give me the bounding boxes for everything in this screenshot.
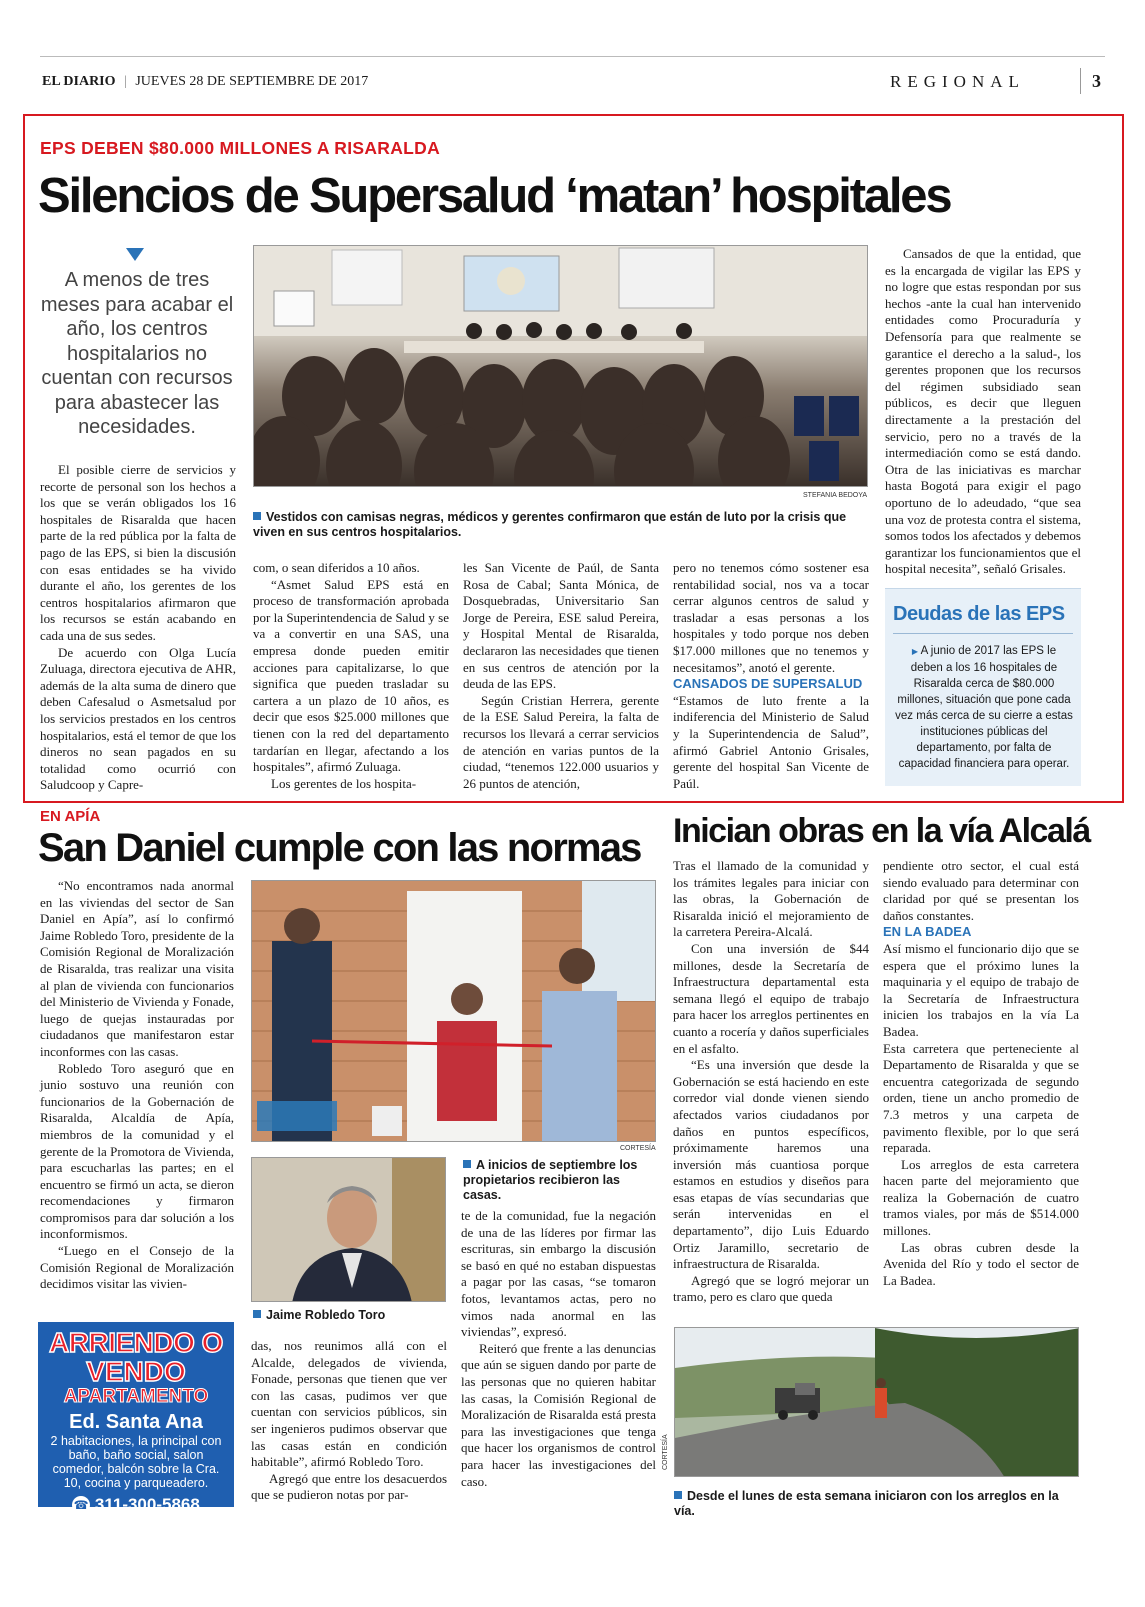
sidebar-body: A junio de 2017 las EPS le deben a los 16 hospitales de Risaralda cerca de $80.000 millones, situación que pone cada vez más cerca de su cierre a estas instituciones públicas del departamento, por falta de capacidad financiera para operar.: [895, 645, 1073, 770]
header-divider: [1080, 68, 1081, 94]
road-photo-drawing: [675, 1328, 1079, 1477]
paragraph: Con una inversión de $44 millones, desde la Secretaría de Infraestructura departamental esta semana llegó el equipo de trabajo para hacer los arreglos pertinentes en cuanto a rocería y daños superficiales en el asfalto.: [673, 940, 869, 1056]
paragraph: “No encontramos nada anormal en las viviendas del sector de San Daniel en Apía”, así lo confirmó Jaime Robledo Toro, presidente de la Comisión Regional de Moralización de Risaralda, tras realizar una visita al plan de vivienda con funcionarios del Ministerio de Vivienda y Fonade, luego de quejas instauradas por ciudadanos que manifestaron estar inconformes con las casas.: [40, 878, 234, 1059]
housing-photo-drawing: [252, 881, 656, 1142]
ad-line-1: ARRIENDO O: [49, 1327, 223, 1358]
story3-column-1: [673, 858, 869, 1306]
section-name: REGIONAL: [890, 72, 1025, 91]
paragraph: Robledo Toro aseguró que en junio sostuvo una reunión con funcionarios de la Gobernación de Risaralda, Alcaldía de Apía, miembros de la comunidad y el gerente de la Promotora de Vivienda, para escucharlas las partes; en el encuentro se firmó un acta, se dieron recomendaciones y firmaron compromisos para dar solución a los inconformismos.: [40, 1060, 234, 1242]
caption-square-icon: [253, 512, 261, 520]
story1-photo-credit: STEFANIA BEDOYA: [803, 492, 868, 499]
paragraph: das, nos reunimos allá con el Alcalde, delegados de vivienda, Fonade, personas que tienen que ver con las casas, pudimos ver que cuentan con servicios públicos, sin ser ingenieros pudimos observar que las casas están en condición habitable”, afirmó Robledo Toro.: [251, 1338, 447, 1470]
caption-square-icon: [674, 1491, 682, 1499]
road-works-photo: [674, 1327, 1079, 1477]
paragraph: pero no tenemos cómo sostener esa rentabilidad social, nos va a tocar cerrar algunos centros de salud y trasladar a esas personas a los hospitales y todo porque nos deben $17.000 millones que no tenemos y necesitamos”, anotó el gerente.: [673, 560, 869, 675]
paragraph: Agregó que se logró mejorar un tramo, pero es claro que queda: [673, 1272, 869, 1305]
sidebar-text: [895, 643, 1073, 772]
story1-column-2: [253, 560, 449, 792]
ad-phone: 311-300-5868: [94, 1495, 200, 1514]
story3-headline: Inician obras en la vía Alcalá: [673, 812, 1090, 850]
story2-photo-caption: [463, 1158, 656, 1203]
paragraph: les San Vicente de Paúl, de Santa Rosa de Cabal; Santa Mónica, de Dosquebradas, Universitario San Jorge de Pereira, ESE salud Pereira, y Hospital Mental de Risaralda, declararon las necesidades que tienen en sus centros de atención por la deuda de las EPS.: [463, 560, 659, 692]
ad-building: Ed. Santa Ana: [69, 1411, 203, 1433]
paragraph: Tras el llamado de la comunidad y los trámites legales para iniciar con las obras, la Gobernación de Risaralda inició el mejoramiento de la carretera Pereira-Alcalá.: [673, 858, 869, 940]
story2-photo-credit: CORTESÍA: [620, 1145, 656, 1152]
paragraph: pendiente otro sector, el cual está siendo evaluado para determinar con claridad por qué se presentan los daños constantes.: [883, 858, 1079, 923]
housing-ribbon-photo: [251, 880, 656, 1142]
story2-headline: San Daniel cumple con las normas: [38, 826, 641, 870]
portrait-caption: [253, 1308, 448, 1323]
phone-icon: ☎: [73, 1498, 89, 1512]
down-triangle-icon: [126, 248, 144, 261]
paragraph: Reiteró que frente a las denuncias que aún se siguen dando por parte de las personas que no quieren habitar las casas, la Comisión Regional de Moralización de Risaralda está presta para las investigaciones que tenga que hacer los organismos de control para hacer las investigaciones del caso.: [461, 1340, 656, 1489]
paragraph: Esta carretera que perteneciente al Departamento de Risaralda y que se encuentra categorizada de segundo orden, tiene un ancho promedio de 7.3 metros y una carpeta de pavimento flexible, por lo que será reparada.: [883, 1040, 1079, 1156]
paragraph: Agregó que entre los desacuerdos que se pudieron notas por par-: [251, 1470, 447, 1503]
caption-text: Desde el lunes de esta semana iniciaron con los arreglos en la vía.: [674, 1489, 1059, 1518]
subhead: EN LA BADEA: [883, 924, 972, 940]
ad-phone-row: [38, 1495, 234, 1515]
story2-column-1: [40, 878, 234, 1293]
portrait-drawing: [252, 1158, 446, 1302]
story3-photo-credit: CORTESÍA: [662, 1434, 669, 1470]
caption-text: A inicios de septiembre los propietarios recibieron las casas.: [463, 1158, 638, 1202]
story3-column-2: [883, 858, 1079, 1289]
header-left: EL DIARIO | JUEVES 28 DE SEPTIEMBRE DE 2017: [42, 74, 369, 89]
story2-kicker: EN APÍA: [40, 808, 101, 825]
paragraph: “Estamos de luto frente a la indiferencia del Ministerio de Salud y la Superintendencia de Salud”, afirmó Gabriel Antonio Grisales, gerente del hospital San Vicente de Paúl.: [673, 692, 869, 791]
story1-column-5: [885, 246, 1081, 578]
paper-name: EL DIARIO: [42, 74, 116, 89]
story1-column-4: [673, 560, 869, 792]
story1-lead: A menos de tres meses para acabar el año, los centros hospitalarios no cuentan con recursos para abastecer las necesidades.: [40, 269, 234, 438]
paragraph: “Es una inversión que desde la Gobernación se está haciendo en este corredor vial donde vienen siendo afectados varios ciudadanos por daños en puntos específicos, próximamente haremos una inversión más cuantiosa porque estamos en estudios y diseños para esas etapas de vías secundarias que serán intervenidas en el departamento”, dijo Luis Eduardo Ortiz Jaramillo, secretario de infraestructura de Risaralda.: [673, 1057, 869, 1272]
paragraph: “Asmet Salud EPS está en proceso de transformación aprobada por la Superintendencia de Salud y se va a convertir en una SAS, una empresa donde pueden emitir acciones para capitalizarse, lo que significa que pueden trasladar su cartera a un plazo de 10 años, es decir que esos $25.000 millones que tienen con la red del departamento tardarían en llegar, afectando a los hospitales”, afirmó Zuluaga.: [253, 576, 449, 775]
header-rule-top: [40, 56, 1105, 57]
meeting-photo: [253, 245, 868, 487]
paragraph: “Luego en el Consejo de la Comisión Regional de Moralización decidimos visitar las vivien-: [40, 1243, 234, 1292]
small-triangle-icon: ▶: [911, 647, 919, 656]
paragraph: Según Cristian Herrera, gerente de la ESE Salud Pereira, la falta de recursos los llevará a cerrar servicios de atención en varias puntos de la ciudad, “tenemos 122.000 usuarios y 26 puntos de atención,: [463, 692, 659, 791]
apartment-ad[interactable]: [38, 1322, 234, 1514]
paragraph: El posible cierre de servicios y recorte de personal son los hechos a los que se verán obligados los 16 hospitales de Risaralda que hacen parte de la red pública por la falta de pago de las EPS, si bien la discusión con esas entidades se ha vivido durante el año, los gerentes de los centros hospitalarios afirmaron que los recursos se están acabando en cada una de sus sedes.: [40, 462, 236, 643]
story1-headline: Silencios de Supersalud ‘matan’ hospitales: [38, 169, 951, 223]
story1-kicker: EPS DEBEN $80.000 MILLONES A RISARALDA: [40, 138, 441, 158]
page-number: 3: [1092, 71, 1101, 91]
paragraph: Así mismo el funcionario dijo que se espera que el próximo lunes la maquinaria y el equipo de trabajo de la Secretaría de Infraestructura inicien los trabajos en la vía La Badea.: [883, 940, 1079, 1039]
paragraph: te de la comunidad, fue la negación de una de las líderes por firmar las escrituras, sin embargo la discusión se basó en qué no estaban dispuestas a pagar por las casas, “se tomaron fotos, levantamos actas, pero no vimos nada anormal en las viviendas”, expresó.: [461, 1208, 656, 1340]
caption-square-icon: [253, 1310, 261, 1318]
subhead: CANSADOS DE SUPERSALUD: [673, 676, 863, 692]
paragraph: Los gerentes de los hospita-: [271, 775, 417, 791]
paragraph: com, o sean diferidos a 10 años.: [253, 560, 420, 575]
story2-column-2: [251, 1338, 447, 1504]
page-header: [40, 56, 1105, 104]
issue-date: JUEVES 28 DE SEPTIEMBRE DE 2017: [135, 74, 369, 89]
story3-photo-caption: [674, 1489, 1079, 1519]
paragraph: Cansados de que la entidad, que es la encargada de vigilar las EPS y no logre que estas respondan por sus hechos -ante la cual han intervenido entidades como Procuraduría y Defensoría para que realmente se garantice el derecho a la salud-, los gerentes proponen que los recursos del régimen subsidiado sean públicos, es decir que lleguen directamente a la prestación del servicio, pero no a través de la intermediación como se está dando. Otra de las iniciativas es marchar hasta Bogotá para exigir el pago oportuno de lo adeudado, “que sea una voz de protesta contra el sistema, somos todos los afectados y debemos garantizar los funcionamientos que el hospital necesita”, señaló Grisales.: [885, 246, 1081, 577]
meeting-photo-drawing: [254, 246, 868, 487]
ad-line-3: APARTAMENTO: [63, 1386, 209, 1407]
sidebar-title: Deudas de las EPS: [893, 603, 1065, 625]
story1-photo-caption: [253, 510, 868, 540]
ad-line-2: VENDO: [86, 1356, 186, 1387]
paragraph: Las obras cubren desde la Avenida del Río y todo el sector de La Badea.: [883, 1239, 1079, 1288]
caption-text: Vestidos con camisas negras, médicos y gerentes confirmaron que están de luto por la crisis que viven en sus centros hospitalarios.: [253, 510, 847, 539]
story1-column-3: [463, 560, 659, 792]
eps-debt-sidebar: [885, 588, 1081, 786]
caption-square-icon: [463, 1160, 471, 1168]
paragraph: De acuerdo con Olga Lucía Zuluaga, directora ejecutiva de AHR, además de la alta suma de dinero que deben Cafesalud o Asmetsalud por los servicios prestados en los centros hospitalarios, está el temor de que los dineros no sean pagados en su totalidad como ocurrió con Saludcoop y Capre-: [40, 644, 236, 793]
paragraph: Los arreglos de esta carretera hacen parte del mejoramiento que realiza la Gobernación de cuatro tramos viales, por más de $514.000 millones.: [883, 1156, 1079, 1239]
ad-details: 2 habitaciones, la principal con baño, baño social, salon comedor, balcón sobre la Cra. 10, cocina y parqueadero.: [50, 1434, 222, 1490]
sidebar-rule: [893, 633, 1073, 634]
portrait-photo: [251, 1157, 446, 1302]
caption-text: Jaime Robledo Toro: [266, 1308, 386, 1322]
story2-column-3: [461, 1208, 656, 1490]
story1-column-1: [40, 462, 236, 794]
